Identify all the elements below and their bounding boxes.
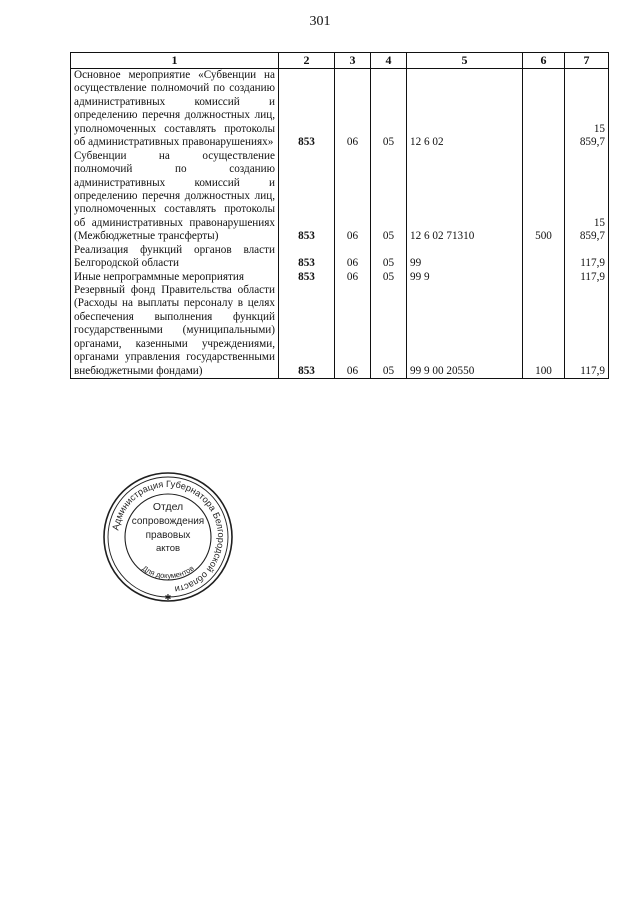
cell-section: 06 bbox=[335, 271, 371, 284]
cell-subsection: 05 bbox=[371, 244, 407, 271]
stamp-center-line-1: Отдел bbox=[152, 501, 184, 513]
cell-expense-type: 100 bbox=[523, 284, 565, 379]
stamp-center-line-2: сопровождения bbox=[131, 516, 205, 527]
cell-ministry-code: 853 bbox=[279, 150, 335, 244]
budget-table bbox=[70, 52, 609, 379]
table-row bbox=[71, 244, 609, 271]
column-header-3: 3 bbox=[335, 53, 371, 69]
cell-expense-type bbox=[523, 244, 565, 271]
row-name: Субвенции на осуществление полномочий по созданию административных комиссий и определению перечня должностных лиц, уполномоченных составлять протоколы об административных правонарушениях (Межбюджетные трансферты) bbox=[71, 150, 279, 244]
cell-target-article: 99 9 00 20550 bbox=[407, 284, 523, 379]
cell-subsection: 05 bbox=[371, 150, 407, 244]
cell-target-article: 99 9 bbox=[407, 271, 523, 284]
row-name: Иные непрограммные мероприятия bbox=[71, 271, 279, 284]
column-header-6: 6 bbox=[523, 53, 565, 69]
cell-section: 06 bbox=[335, 284, 371, 379]
row-name: Реализация функций органов власти Белгородской области bbox=[71, 244, 279, 271]
cell-expense-type bbox=[523, 69, 565, 150]
column-header-1: 1 bbox=[71, 53, 279, 69]
column-header-4: 4 bbox=[371, 53, 407, 69]
stamp-ring-text: Администрация Губернатора Белгородской области bbox=[110, 478, 227, 595]
table-row bbox=[71, 271, 609, 284]
cell-amount: 117,9 bbox=[565, 271, 609, 284]
table-row bbox=[71, 284, 609, 379]
cell-target-article: 99 bbox=[407, 244, 523, 271]
column-header-5: 5 bbox=[407, 53, 523, 69]
cell-section: 06 bbox=[335, 150, 371, 244]
stamp-center-line-4: актов bbox=[155, 543, 181, 554]
cell-expense-type: 500 bbox=[523, 150, 565, 244]
cell-section: 06 bbox=[335, 69, 371, 150]
cell-amount: 15 859,7 bbox=[565, 150, 609, 244]
cell-section: 06 bbox=[335, 244, 371, 271]
cell-amount: 117,9 bbox=[565, 284, 609, 379]
cell-subsection: 05 bbox=[371, 69, 407, 150]
column-header-7: 7 bbox=[565, 53, 609, 69]
cell-subsection: 05 bbox=[371, 284, 407, 379]
cell-subsection: 05 bbox=[371, 271, 407, 284]
cell-expense-type bbox=[523, 271, 565, 284]
cell-amount: 15 859,7 bbox=[565, 69, 609, 150]
row-name: Резервный фонд Правительства области (Расходы на выплаты персоналу в целях обеспечения выполнения функций государственными (муниципальными) органами, казенными учреждениями, органами управления государственными внебюджетными фондами) bbox=[71, 284, 279, 379]
cell-ministry-code: 853 bbox=[279, 69, 335, 150]
cell-ministry-code: 853 bbox=[279, 271, 335, 284]
table-row bbox=[71, 69, 609, 150]
page-number: 301 bbox=[309, 14, 331, 29]
cell-target-article: 12 6 02 bbox=[407, 69, 523, 150]
cell-target-article: 12 6 02 71310 bbox=[407, 150, 523, 244]
cell-ministry-code: 853 bbox=[279, 244, 335, 271]
table-header-row bbox=[71, 53, 609, 69]
column-header-2: 2 bbox=[279, 53, 335, 69]
stamp-bottom-text: Для документов bbox=[140, 563, 196, 581]
cell-amount: 117,9 bbox=[565, 244, 609, 271]
stamp-center-line-3: правовых bbox=[145, 530, 191, 541]
official-stamp bbox=[101, 470, 235, 604]
cell-ministry-code: 853 bbox=[279, 284, 335, 379]
star-icon: ✱ bbox=[164, 593, 172, 602]
table-row bbox=[71, 150, 609, 244]
row-name: Основное мероприятие «Субвенции на осуществление полномочий по созданию административных комиссий и определению перечня должностных лиц, уполномоченных составлять протоколы об административных правонарушениях» bbox=[71, 69, 279, 150]
